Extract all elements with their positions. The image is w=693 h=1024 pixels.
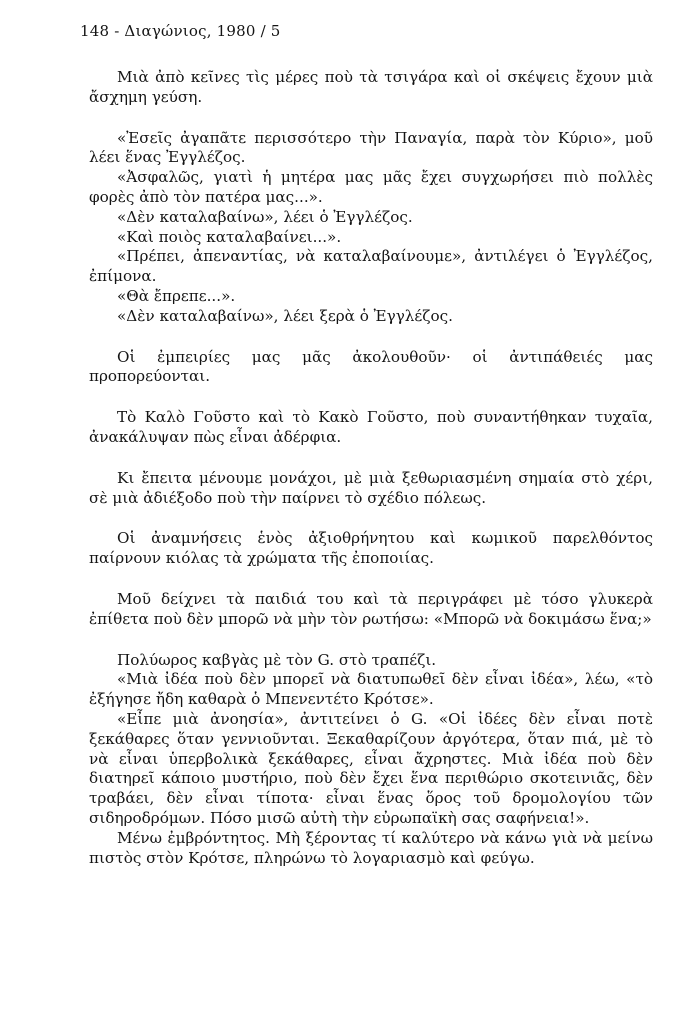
paragraph: Μένω ἐμβρόντητος. Μὴ ξέροντας τί καλύτερο νὰ κάνω γιὰ νὰ μείνω πιστὸς στὸν Κρότσε, πληρώνω τὸ λογαριασμὸ καὶ φεύγω. bbox=[89, 828, 653, 867]
running-head: 148 - Διαγώνιος, 1980 / 5 bbox=[80, 22, 281, 40]
paragraph: Μιὰ ἀπὸ κεῖνες τὶς μέρες ποὺ τὰ τσιγάρα καὶ οἱ σκέψεις ἔχουν μιὰ ἄσχημη γεύση. bbox=[89, 68, 653, 106]
paragraph: «Ἀσφαλῶς, γιατὶ ἡ μητέρα μας μᾶς ἔχει συγχωρήσει πιὸ πολλὲς φορὲς ἀπὸ τὸν πατέρα μας...». bbox=[89, 168, 653, 206]
paragraph: «Δὲν καταλαβαίνω», λέει ξερὰ ὁ Ἐγγλέζος. bbox=[117, 306, 453, 325]
body-text bbox=[89, 68, 653, 868]
paragraph: «Πρέπει, ἀπεναντίας, νὰ καταλαβαίνουμε», ἀντιλέγει ὁ Ἐγγλέζος, ἐπίμονα. bbox=[89, 247, 653, 286]
paragraph: «Μιὰ ἰδέα ποὺ δὲν μπορεῖ νὰ διατυπωθεῖ δὲν εἶναι ἰδέα», λέω, «τὸ ἐξήγησε ἤδη καθαρὰ ὁ Μπενεντέτο Κρότσε». bbox=[89, 670, 653, 709]
paragraph: «Καὶ ποιὸς καταλαβαίνει...». bbox=[117, 227, 342, 246]
paragraph: «Ἐσεῖς ἀγαπᾶτε περισσότερο τὴν Παναγία, παρὰ τὸν Κύριο», μοῦ λέει ἕνας Ἐγγλέζος. bbox=[89, 128, 653, 167]
paragraph: Οἱ ἐμπειρίες μας μᾶς ἀκολουθοῦν· οἱ ἀντιπάθειές μας προπορεύονται. bbox=[89, 347, 653, 386]
paragraph: Οἱ ἀναμνήσεις ἑνὸς ἀξιοθρήνητου καὶ κωμικοῦ παρελθόντος παίρνουν κιόλας τὰ χρώματα τῆς ἐποποιίας. bbox=[89, 529, 653, 568]
paragraph: Πολύωρος καβγὰς μὲ τὸν G. στὸ τραπέζι. bbox=[117, 650, 437, 669]
paragraph: Τὸ Καλὸ Γοῦστο καὶ τὸ Κακὸ Γοῦστο, ποὺ συναντήθηκαν τυχαῖα, ἀνακάλυψαν πὼς εἶναι ἀδέρφια. bbox=[89, 408, 653, 446]
paragraph: «Εἶπε μιὰ ἀνοησία», ἀντιτείνει ὁ G. «Οἱ ἰδέες δὲν εἶναι ποτὲ ξεκάθαρες ὅταν γεννιοῦνται. Ξεκαθαρίζουν ἀργότερα, ὅταν πιά, μὲ τὸ νὰ εἶναι ὑπερβολικὰ ξεκάθαρες, εἶναι ἄχρηστες. Μιὰ ἰδέα ποὺ δὲν διατηρεῖ κάποιο μυστήριο, ποὺ δὲν ἔχει ἕνα περιθώριο σκοτεινιᾶς, δὲν τραβάει, δὲν εἶναι τίποτα· εἶναι ἕνας ὅρος τοῦ δρομολογίου τῶν σιδηροδρόμων. Πόσο μισῶ αὐτὴ τὴν εὐρωπαϊκὴ σας σαφήνεια!». bbox=[89, 709, 653, 827]
paragraph: «Θὰ ἔπρεπε...». bbox=[117, 286, 236, 305]
paragraph: Μοῦ δείχνει τὰ παιδιά του καὶ τὰ περιγράφει μὲ τόσο γλυκερὰ ἐπίθετα ποὺ δὲν μπορῶ νὰ μὴν τὸν ρωτήσω: «Μπορῶ νὰ δοκιμάσω ἕνα;» bbox=[89, 589, 653, 628]
paragraph: Κι ἔπειτα μένουμε μονάχοι, μὲ μιὰ ξεθωριασμένη σημαία στὸ χέρι, σὲ μιὰ ἀδιέξοδο ποὺ τὴν παίρνει τὸ σχέδιο πόλεως. bbox=[89, 468, 653, 507]
paragraph: «Δὲν καταλαβαίνω», λέει ὁ Ἐγγλέζος. bbox=[117, 207, 413, 226]
